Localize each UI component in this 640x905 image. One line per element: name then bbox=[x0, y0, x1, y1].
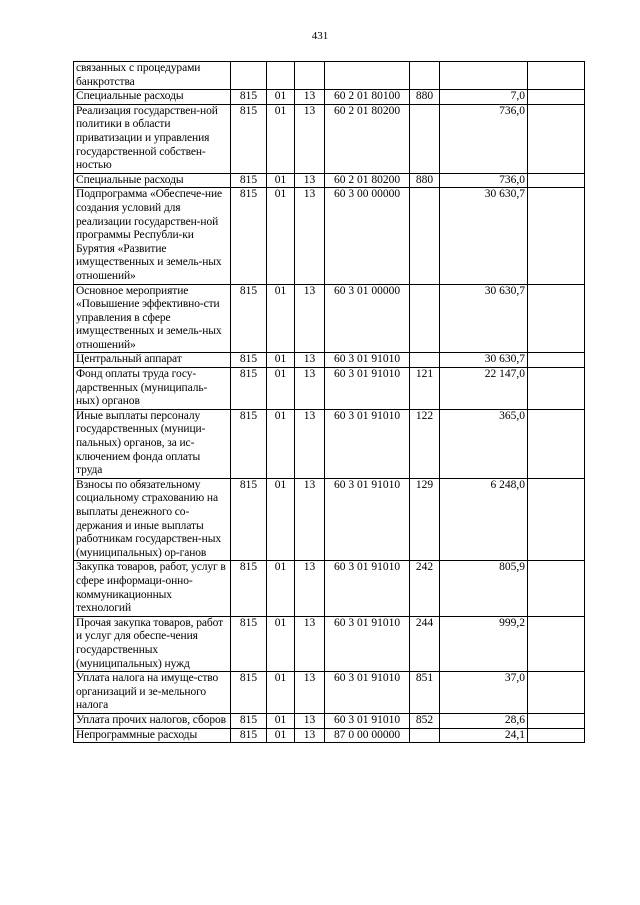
cell-target-article bbox=[325, 62, 410, 90]
cell-name: Основное мероприятие «Повышение эффективно-сти управления в сфере имущественных и земель-ных отношений» bbox=[74, 284, 231, 353]
table-row bbox=[74, 62, 585, 90]
cell-subsection-code: 13 bbox=[295, 616, 325, 671]
cell-subsection-code: 13 bbox=[295, 728, 325, 743]
table-row bbox=[74, 188, 585, 284]
cell-extra bbox=[528, 62, 585, 90]
cell-ministry-code: 815 bbox=[231, 409, 267, 478]
cell-subsection-code: 13 bbox=[295, 561, 325, 616]
cell-target-article: 60 2 01 80100 bbox=[325, 90, 410, 105]
table-row bbox=[74, 713, 585, 728]
cell-expense-type: 244 bbox=[410, 616, 440, 671]
cell-extra bbox=[528, 284, 585, 353]
cell-ministry-code: 815 bbox=[231, 713, 267, 728]
cell-ministry-code: 815 bbox=[231, 284, 267, 353]
cell-expense-type: 242 bbox=[410, 561, 440, 616]
table-row bbox=[74, 353, 585, 368]
table-row bbox=[74, 173, 585, 188]
cell-section-code: 01 bbox=[267, 353, 295, 368]
cell-name: Закупка товаров, работ, услуг в сфере информаци-онно-коммуникационных технологий bbox=[74, 561, 231, 616]
cell-ministry-code: 815 bbox=[231, 561, 267, 616]
cell-amount: 7,0 bbox=[440, 90, 528, 105]
cell-amount: 6 248,0 bbox=[440, 478, 528, 561]
cell-extra bbox=[528, 478, 585, 561]
cell-amount bbox=[440, 62, 528, 90]
cell-section-code: 01 bbox=[267, 368, 295, 410]
table-row bbox=[74, 478, 585, 561]
cell-amount: 22 147,0 bbox=[440, 368, 528, 410]
cell-extra bbox=[528, 728, 585, 743]
cell-ministry-code: 815 bbox=[231, 90, 267, 105]
cell-ministry-code: 815 bbox=[231, 672, 267, 714]
cell-ministry-code: 815 bbox=[231, 368, 267, 410]
cell-extra bbox=[528, 409, 585, 478]
cell-extra bbox=[528, 173, 585, 188]
cell-amount: 736,0 bbox=[440, 104, 528, 173]
cell-name: Уплата прочих налогов, сборов bbox=[74, 713, 231, 728]
cell-subsection-code: 13 bbox=[295, 409, 325, 478]
table-row bbox=[74, 409, 585, 478]
cell-extra bbox=[528, 672, 585, 714]
page-number: 431 bbox=[311, 30, 329, 42]
cell-section-code: 01 bbox=[267, 188, 295, 284]
cell-section-code: 01 bbox=[267, 173, 295, 188]
cell-target-article: 60 3 00 00000 bbox=[325, 188, 410, 284]
cell-section-code: 01 bbox=[267, 561, 295, 616]
table-row bbox=[74, 672, 585, 714]
table-body bbox=[74, 62, 585, 743]
cell-amount: 999,2 bbox=[440, 616, 528, 671]
cell-target-article: 60 3 01 91010 bbox=[325, 713, 410, 728]
cell-name: связанных с процедурами банкротства bbox=[74, 62, 231, 90]
cell-target-article: 60 3 01 91010 bbox=[325, 478, 410, 561]
cell-subsection-code: 13 bbox=[295, 90, 325, 105]
cell-subsection-code: 13 bbox=[295, 713, 325, 728]
cell-name: Взносы по обязательному социальному страхованию на выплаты денежного со-держания и иные выплаты работникам государствен-ных (муниципальных) ор-ганов bbox=[74, 478, 231, 561]
cell-expense-type: 852 bbox=[410, 713, 440, 728]
cell-section-code: 01 bbox=[267, 409, 295, 478]
cell-ministry-code: 815 bbox=[231, 353, 267, 368]
cell-expense-type bbox=[410, 728, 440, 743]
table-row bbox=[74, 616, 585, 671]
cell-target-article: 87 0 00 00000 bbox=[325, 728, 410, 743]
cell-amount: 805,9 bbox=[440, 561, 528, 616]
cell-amount: 24,1 bbox=[440, 728, 528, 743]
cell-section-code: 01 bbox=[267, 90, 295, 105]
cell-target-article: 60 3 01 91010 bbox=[325, 561, 410, 616]
cell-amount: 37,0 bbox=[440, 672, 528, 714]
cell-extra bbox=[528, 353, 585, 368]
cell-section-code: 01 bbox=[267, 478, 295, 561]
cell-target-article: 60 3 01 91010 bbox=[325, 616, 410, 671]
cell-expense-type: 122 bbox=[410, 409, 440, 478]
cell-amount: 28,6 bbox=[440, 713, 528, 728]
cell-name: Фонд оплаты труда госу-дарственных (муниципаль-ных) органов bbox=[74, 368, 231, 410]
cell-section-code: 01 bbox=[267, 104, 295, 173]
cell-subsection-code: 13 bbox=[295, 188, 325, 284]
cell-subsection-code bbox=[295, 62, 325, 90]
cell-section-code: 01 bbox=[267, 616, 295, 671]
cell-section-code: 01 bbox=[267, 284, 295, 353]
cell-extra bbox=[528, 616, 585, 671]
cell-section-code: 01 bbox=[267, 728, 295, 743]
cell-extra bbox=[528, 368, 585, 410]
cell-amount: 365,0 bbox=[440, 409, 528, 478]
cell-target-article: 60 3 01 91010 bbox=[325, 353, 410, 368]
cell-expense-type: 880 bbox=[410, 90, 440, 105]
cell-name: Прочая закупка товаров, работ и услуг для обеспе-чения государственных (муниципальных) нужд bbox=[74, 616, 231, 671]
cell-subsection-code: 13 bbox=[295, 104, 325, 173]
table-row bbox=[74, 561, 585, 616]
cell-ministry-code: 815 bbox=[231, 104, 267, 173]
cell-subsection-code: 13 bbox=[295, 284, 325, 353]
cell-amount: 30 630,7 bbox=[440, 353, 528, 368]
cell-expense-type: 851 bbox=[410, 672, 440, 714]
table-row bbox=[74, 368, 585, 410]
cell-name: Специальные расходы bbox=[74, 90, 231, 105]
cell-expense-type: 129 bbox=[410, 478, 440, 561]
cell-section-code bbox=[267, 62, 295, 90]
budget-table bbox=[73, 61, 585, 743]
cell-target-article: 60 3 01 00000 bbox=[325, 284, 410, 353]
cell-section-code: 01 bbox=[267, 672, 295, 714]
cell-extra bbox=[528, 561, 585, 616]
cell-target-article: 60 3 01 91010 bbox=[325, 672, 410, 714]
cell-ministry-code bbox=[231, 62, 267, 90]
cell-subsection-code: 13 bbox=[295, 173, 325, 188]
cell-expense-type bbox=[410, 62, 440, 90]
cell-expense-type bbox=[410, 188, 440, 284]
cell-expense-type: 880 bbox=[410, 173, 440, 188]
cell-name: Иные выплаты персоналу государственных (муници-пальных) органов, за ис-ключением фонда оплаты труда bbox=[74, 409, 231, 478]
cell-amount: 736,0 bbox=[440, 173, 528, 188]
cell-extra bbox=[528, 713, 585, 728]
cell-name: Уплата налога на имуще-ство организаций и зе-мельного налога bbox=[74, 672, 231, 714]
cell-target-article: 60 2 01 80200 bbox=[325, 104, 410, 173]
table-row bbox=[74, 728, 585, 743]
cell-expense-type: 121 bbox=[410, 368, 440, 410]
cell-ministry-code: 815 bbox=[231, 616, 267, 671]
cell-ministry-code: 815 bbox=[231, 188, 267, 284]
cell-name: Специальные расходы bbox=[74, 173, 231, 188]
cell-subsection-code: 13 bbox=[295, 353, 325, 368]
cell-expense-type bbox=[410, 104, 440, 173]
cell-extra bbox=[528, 104, 585, 173]
cell-section-code: 01 bbox=[267, 713, 295, 728]
cell-ministry-code: 815 bbox=[231, 728, 267, 743]
cell-target-article: 60 3 01 91010 bbox=[325, 368, 410, 410]
cell-name: Непрограммные расходы bbox=[74, 728, 231, 743]
cell-name: Реализация государствен-ной политики в области приватизации и управления государственной собствен-ностью bbox=[74, 104, 231, 173]
cell-name: Центральный аппарат bbox=[74, 353, 231, 368]
cell-subsection-code: 13 bbox=[295, 368, 325, 410]
cell-target-article: 60 2 01 80200 bbox=[325, 173, 410, 188]
cell-amount: 30 630,7 bbox=[440, 188, 528, 284]
cell-extra bbox=[528, 90, 585, 105]
cell-ministry-code: 815 bbox=[231, 478, 267, 561]
cell-subsection-code: 13 bbox=[295, 478, 325, 561]
cell-target-article: 60 3 01 91010 bbox=[325, 409, 410, 478]
table-row bbox=[74, 104, 585, 173]
cell-name: Подпрограмма «Обеспече-ние создания условий для реализации государствен-ной программы Республи-ки Бурятия «Развитие имущественных и земель-ных отношений» bbox=[74, 188, 231, 284]
cell-expense-type bbox=[410, 353, 440, 368]
cell-extra bbox=[528, 188, 585, 284]
cell-subsection-code: 13 bbox=[295, 672, 325, 714]
table-row bbox=[74, 90, 585, 105]
cell-ministry-code: 815 bbox=[231, 173, 267, 188]
cell-expense-type bbox=[410, 284, 440, 353]
cell-amount: 30 630,7 bbox=[440, 284, 528, 353]
table-row bbox=[74, 284, 585, 353]
